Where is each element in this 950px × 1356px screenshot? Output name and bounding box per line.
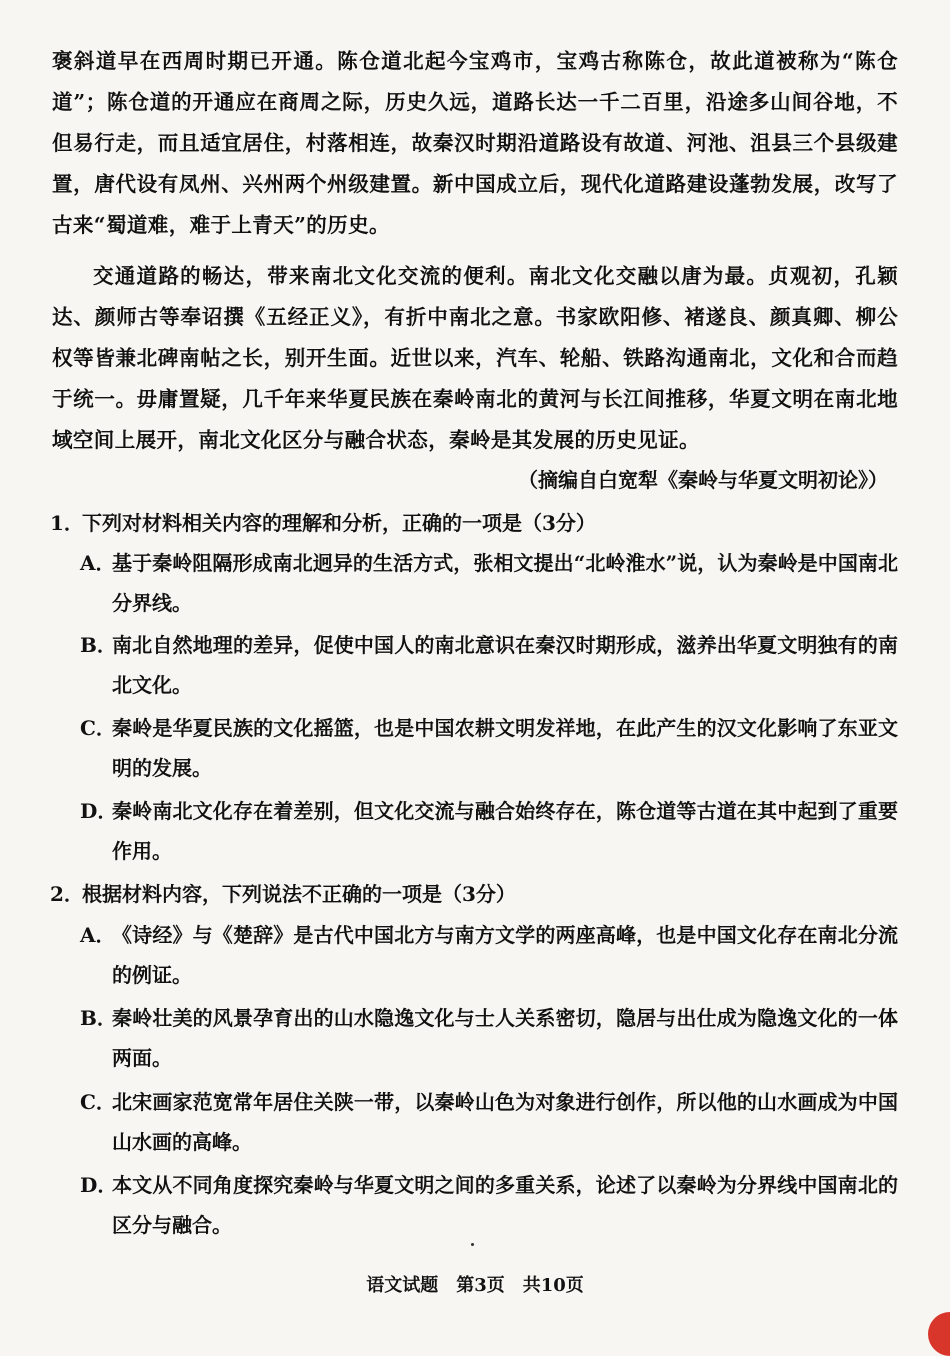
question-2-text: 根据材料内容，下列说法不正确的一项是（3分） [82,882,516,906]
option-text: 秦岭壮美的风景孕育出的山水隐逸文化与士人关系密切，隐居与出仕成为隐逸文化的一体两面。 [112,1006,898,1070]
question-2-option-a[interactable] [80,915,898,995]
option-letter: D． [80,799,118,823]
question-1-option-c[interactable] [80,708,898,788]
option-text: 秦岭南北文化存在着差别，但文化交流与融合始终存在，陈仓道等古道在其中起到了重要作用。 [112,799,898,863]
question-2-option-b[interactable] [80,998,898,1078]
page-footer: 语文试题 第3页 共10页 [366,1275,584,1296]
question-1-number: 1． [50,511,84,535]
passage-paragraph-1: 褒斜道早在西周时期已开通。陈仓道北起今宝鸡市，宝鸡古称陈仓，故此道被称为“陈仓道”；陈仓道的开通应在商周之际，历史久远，道路长达一千二百里，沿途多山间谷地，不但易行走，而且适宜居住，村落相连，故秦汉时期沿道路设有故道、河池、沮县三个县级建置，唐代设有凤州、兴州两个州级建置。新中国成立后，现代化道路建设蓬勃发展，改写了古来“蜀道难，难于上青天”的历史。 [52,49,898,237]
question-1-text: 下列对材料相关内容的理解和分析，正确的一项是（3分） [82,511,596,535]
option-text: 北宋画家范宽常年居住关陕一带，以秦岭山色为对象进行创作，所以他的山水画成为中国山水画的高峰。 [112,1090,898,1154]
red-corner-mark [928,1312,950,1356]
option-letter: A． [80,923,116,947]
question-1-option-d[interactable] [80,791,898,871]
stray-dot [471,1243,474,1246]
passage-paragraph-2: 交通道路的畅达，带来南北文化交流的便利。南北文化交融以唐为最。贞观初，孔颖达、颜师古等奉诏撰《五经正义》，有折中南北之意。书家欧阳修、褚遂良、颜真卿、柳公权等皆兼北碑南帖之长，别开生面。近世以来，汽车、轮船、铁路沟通南北，文化和合而趋于统一。毋庸置疑，几千年来华夏民族在秦岭南北的黄河与长江间推移，华夏文明在南北地域空间上展开，南北文化区分与融合状态，秦岭是其发展的历史见证。 [52,264,898,452]
question-1-stem [50,503,596,543]
option-letter: B． [80,1006,117,1030]
option-text: 本文从不同角度探究秦岭与华夏文明之间的多重关系，论述了以秦岭为分界线中国南北的区分与融合。 [112,1173,898,1237]
option-text: 《诗经》与《楚辞》是古代中国北方与南方文学的两座高峰，也是中国文化存在南北分流的例证。 [112,923,898,987]
question-2-option-d[interactable] [80,1165,898,1245]
option-letter: A． [80,551,116,575]
option-letter: C． [80,1090,116,1114]
passage-source: （摘编自白宽犁《秦岭与华夏文明初论》） [518,468,888,492]
question-1-option-a[interactable] [80,543,898,623]
question-2-option-c[interactable] [80,1082,898,1162]
option-text: 南北自然地理的差异，促使中国人的南北意识在秦汉时期形成，滋养出华夏文明独有的南北文化。 [112,633,898,697]
question-1-option-b[interactable] [80,625,898,705]
question-2-stem [50,874,516,914]
question-2-number: 2． [50,882,84,906]
option-letter: D． [80,1173,118,1197]
option-letter: B． [80,633,117,657]
option-text: 秦岭是华夏民族的文化摇篮，也是中国农耕文明发祥地，在此产生的汉文化影响了东亚文明的发展。 [112,716,898,780]
option-text: 基于秦岭阻隔形成南北迥异的生活方式，张相文提出“北岭淮水”说，认为秦岭是中国南北分界线。 [112,551,898,615]
option-letter: C． [80,716,116,740]
